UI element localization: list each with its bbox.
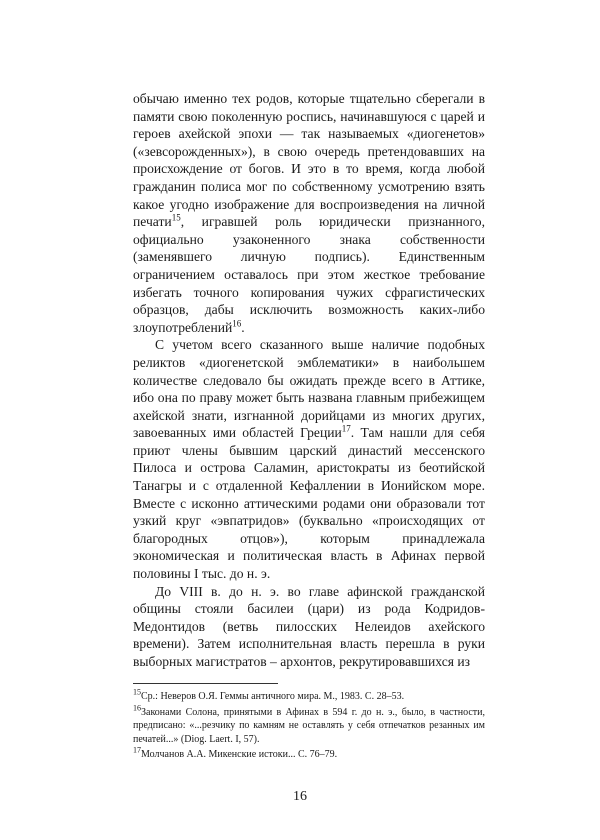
footnote-ref-16: 16 — [232, 318, 242, 329]
paragraph-text: . Там нашли для себя приют члены бывшим царский династий мессенского Пилоса и острова Саламин, аристократы из беотийской Танагры и с отдаленной Кефаллении в Ионийском море. Вместе с исконно аттическими родами они образовали тот узкий круг «эвпатридов» (буквально «происходящих от благородных отцов»), которым принадлежала экономическая и политическая власть в Афинах первой половины I тыс. до н. э. — [133, 425, 485, 582]
footnote-number: 15 — [133, 687, 141, 697]
paragraph-text: обычаю именно тех родов, которые тщательно сберегали в памяти свою поколенную роспись, начинавшуюся с царей и героев ахейской эпохи — так называемых «диогенетов» («зевсорожденных»), в свою очередь претендовавших на происхождение от богов. И это в то время, когда любой гражданин полиса мог по собственному усмотрению взять какое угодно изображение для воспроизведения на личной печати — [133, 91, 485, 230]
footnote-number: 17 — [133, 745, 141, 755]
paragraph-text: До VIII в. до н. э. во главе афинской гражданской общины стояли басилеи (цари) из рода Кодридов-Медонтидов (ветвь пилосских Нелеидов ахейского времени). Затем исполнительная власть перешла в руки выборных магистратов – архонтов, рекрутировавшихся из — [133, 583, 485, 669]
footnotes — [133, 687, 485, 764]
paragraph-1 — [133, 90, 485, 336]
footnote-text: Молчанов А.А. Микенские истоки... С. 76–79. — [141, 749, 338, 760]
page-number: 16 — [293, 789, 307, 804]
footnote-ref-15: 15 — [171, 212, 181, 223]
paragraph-text: С учетом всего сказанного выше наличие подобных реликтов «диогенетской эмблематики» в наибольшем количестве следовало бы ожидать прежде всего в Аттике, ибо она по праву может быть названа главным прибежищем ахейской знати, изгнанной дорийцами из многих других, завоеванных ими областей Греции — [133, 337, 485, 441]
paragraph-3 — [133, 583, 485, 671]
main-text — [133, 90, 485, 671]
footnote-16 — [133, 703, 485, 747]
footnote-text: Ср.: Неверов О.Я. Геммы античного мира. М., 1983. С. 28–53. — [141, 691, 405, 702]
paragraph-2 — [133, 336, 485, 582]
footnote-text: Законами Солона, принятыми в Афинах в 594 г. до н. э., было, в частности, предписано: «...резчику по камням не оставлять у себя отпечатков резанных им печатей...» (Diog. Laert. I, 57). — [133, 706, 485, 745]
footnote-17 — [133, 745, 485, 762]
footnote-divider — [133, 683, 278, 684]
footnote-15 — [133, 687, 485, 704]
footnote-number: 16 — [133, 703, 141, 713]
paragraph-text: . — [241, 319, 245, 335]
footnote-ref-17: 17 — [341, 423, 351, 434]
paragraph-text: , игравшей роль юридически признанного, официально узаконенного знака собственности (заменявшего личную подпись). Единственным ограничением оставалось при этом жесткое требование избегать точного копирования чужих сфрагистических образцов, дабы исключить возможность каких-либо злоупотреблений — [133, 214, 485, 335]
